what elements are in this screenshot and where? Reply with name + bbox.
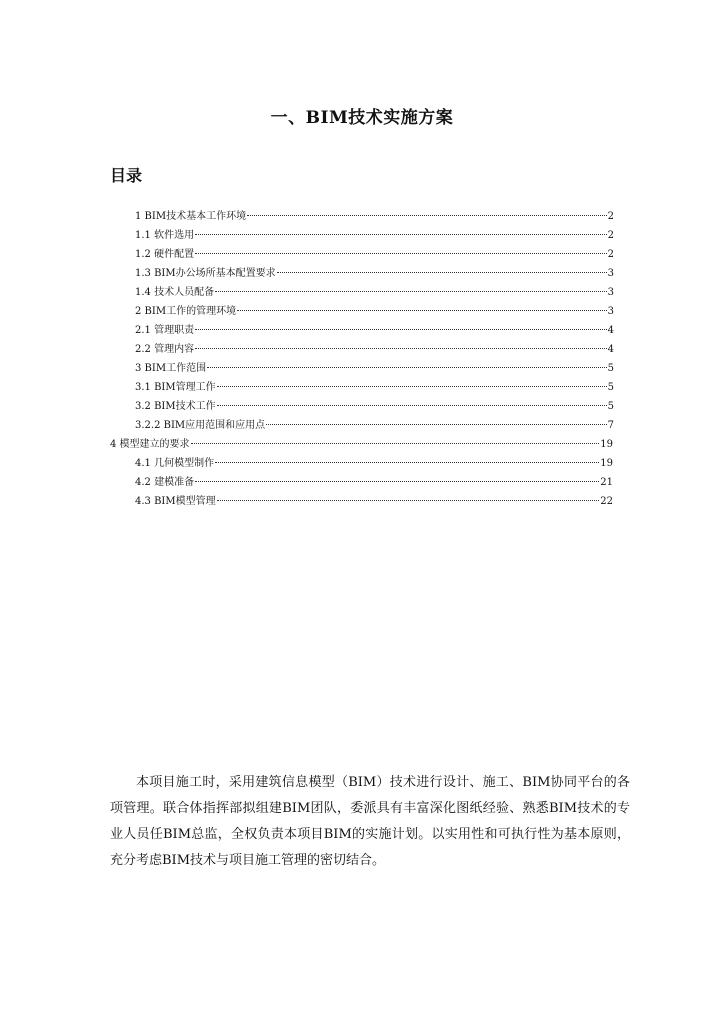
toc-leader-dots	[217, 500, 600, 501]
toc-entry[interactable]	[135, 418, 614, 434]
toc-leader-dots	[237, 310, 607, 311]
toc-entry[interactable]	[135, 494, 613, 510]
toc-entry-page: 5	[607, 363, 614, 374]
toc-entry[interactable]	[135, 342, 614, 358]
toc-leader-dots	[217, 405, 607, 406]
toc-entry-title: 3.1 BIM管理工作	[135, 382, 216, 393]
toc-leader-dots	[195, 329, 607, 330]
toc-leader-dots	[215, 291, 607, 292]
toc-entry-title: 4.1 几何模型制作	[135, 458, 215, 469]
toc-leader-dots	[217, 386, 607, 387]
toc-entry-page: 2	[607, 211, 614, 222]
toc-entry-page: 22	[600, 496, 613, 507]
toc-entry[interactable]	[135, 304, 614, 320]
toc-entry-title: 3.2 BIM技术工作	[135, 401, 216, 412]
toc-leader-dots	[266, 424, 606, 425]
toc-entry-title: 1.4 技术人员配备	[135, 287, 215, 298]
toc-leader-dots	[195, 348, 607, 349]
toc-entry-title: 2.2 管理内容	[135, 344, 195, 355]
toc-entry-title: 2 BIM工作的管理环境	[135, 306, 237, 317]
toc-entry-page: 3	[607, 287, 614, 298]
toc-entry[interactable]	[135, 361, 614, 377]
toc-entry-title: 1.3 BIM办公场所基本配置要求	[135, 268, 276, 279]
toc-leader-dots	[195, 481, 599, 482]
toc-entry[interactable]	[135, 323, 614, 339]
intro-paragraph: 本项目施工时，采用建筑信息模型（BIM）技术进行设计、施工、BIM协同平台的各项管理。联合体指挥部拟组建BIM团队，委派具有丰富深化图纸经验、熟悉BIM技术的专业人员任BIM总监，全权负责本项目BIM的实施计划。以实用性和可执行性为基本原则，充分考虑BIM技术与项目施工管理的密切结合。	[110, 775, 630, 868]
toc-leader-dots	[215, 462, 599, 463]
toc-leader-dots	[195, 253, 607, 254]
toc-entry-title: 4.2 建模准备	[135, 477, 195, 488]
toc-entry-page: 3	[607, 306, 614, 317]
toc-entry-page: 7	[607, 420, 614, 431]
toc-entry[interactable]	[135, 475, 613, 491]
toc-entry-page: 2	[607, 249, 614, 260]
toc-entry-page: 21	[600, 477, 613, 488]
toc-entry[interactable]	[135, 456, 613, 472]
toc-entry-page: 4	[607, 325, 614, 336]
toc-entry[interactable]	[135, 247, 614, 263]
toc-entry-page: 2	[607, 230, 614, 241]
toc-leader-dots	[277, 272, 607, 273]
toc-entry[interactable]	[135, 228, 614, 244]
toc-entry-page: 5	[607, 382, 614, 393]
toc-entry-page: 4	[607, 344, 614, 355]
document-title: 一、BIM技术实施方案	[270, 108, 454, 128]
toc-entry-title: 3.2.2 BIM应用范围和应用点	[135, 420, 266, 431]
toc-heading: 目录	[110, 166, 143, 185]
toc-entry[interactable]	[135, 399, 614, 415]
toc-entry-page: 5	[607, 401, 614, 412]
toc-entry[interactable]	[135, 266, 614, 282]
toc-entry-page: 19	[600, 458, 613, 469]
toc-entry-page: 3	[607, 268, 614, 279]
toc-entry[interactable]	[135, 380, 614, 396]
toc-entry-title: 2.1 管理职责	[135, 325, 195, 336]
toc-entry-title: 1.1 软件选用	[135, 230, 195, 241]
toc-entry-title: 4.3 BIM模型管理	[135, 496, 216, 507]
toc-entry-title: 3 BIM工作范围	[135, 363, 207, 374]
toc-leader-dots	[191, 443, 600, 444]
toc-leader-dots	[195, 234, 607, 235]
toc-entry-title: 4 模型建立的要求	[110, 439, 190, 450]
toc-entry-title: 1.2 硬件配置	[135, 249, 195, 260]
toc-leader-dots	[247, 215, 607, 216]
toc-entry-page: 19	[600, 439, 613, 450]
toc-entry[interactable]	[135, 285, 614, 301]
toc-entry[interactable]	[135, 209, 614, 225]
toc-leader-dots	[207, 367, 607, 368]
toc-entry-title: 1 BIM技术基本工作环境	[135, 211, 247, 222]
toc-entry[interactable]	[110, 437, 613, 453]
